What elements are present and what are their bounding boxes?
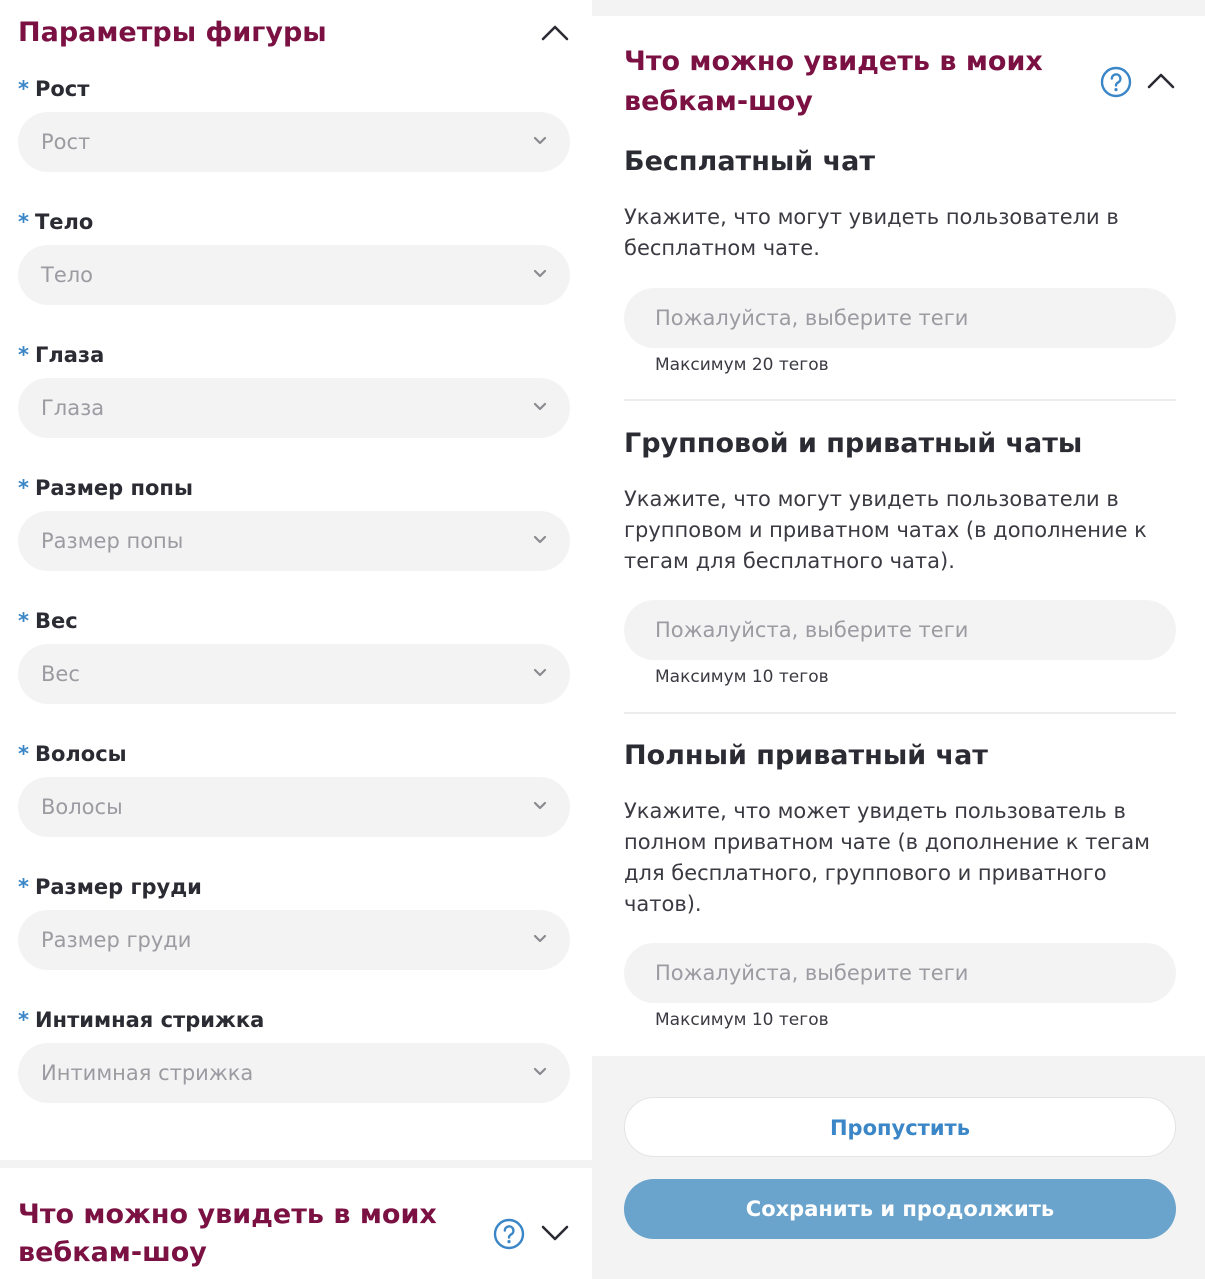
field-label: Вес: [34, 609, 78, 633]
weight-select[interactable]: [18, 644, 570, 704]
tags-placeholder: Пожалуйста, выберите теги: [655, 618, 969, 642]
select-placeholder: Вес: [41, 662, 80, 686]
chevron-up-icon[interactable]: [540, 18, 570, 48]
field-label: Интимная стрижка: [34, 1008, 265, 1032]
free-chat-section: [624, 144, 1179, 264]
section-title: Что можно увидеть в моих вебкам-шоу: [624, 46, 1043, 117]
chevron-down-icon: [532, 931, 548, 947]
subsection-description: Укажите, что могут увидеть пользователи в бесплатном чате.: [624, 205, 1119, 260]
free-chat-tags-input[interactable]: [624, 288, 1176, 348]
chevron-down-icon: [532, 798, 548, 814]
chevron-down-icon: [532, 532, 548, 548]
tags-limit-hint: Максимум 10 тегов: [655, 1010, 829, 1030]
chevron-down-icon: [532, 1064, 548, 1080]
webcam-show-header[interactable]: [624, 42, 1044, 122]
field-label: Размер груди: [34, 875, 202, 899]
tags-placeholder: Пожалуйста, выберите теги: [655, 961, 969, 985]
webcam-show-panel: [592, 0, 1205, 1279]
subsection-description: Укажите, что могут увидеть пользователи в групповом и приватном чатах (в дополнение к тегам для бесплатного чата).: [624, 487, 1147, 573]
select-placeholder: Тело: [41, 263, 94, 287]
field-label: Волосы: [34, 742, 127, 766]
pubic-hair-select[interactable]: [18, 1043, 570, 1103]
breast-size-select[interactable]: [18, 910, 570, 970]
chevron-up-icon[interactable]: [1146, 66, 1176, 96]
eyes-field: [18, 340, 570, 438]
select-placeholder: Размер попы: [41, 529, 184, 553]
body-field: [18, 207, 570, 305]
body-parameters-panel: [0, 0, 592, 1279]
save-and-continue-button[interactable]: Сохранить и продолжить: [624, 1179, 1176, 1239]
weight-field: [18, 606, 570, 704]
tags-placeholder: Пожалуйста, выберите теги: [655, 306, 969, 330]
section-title: Параметры фигуры: [18, 17, 327, 48]
body-select[interactable]: [18, 245, 570, 305]
breast-size-field: [18, 872, 570, 970]
eyes-select[interactable]: [18, 378, 570, 438]
select-placeholder: Интимная стрижка: [41, 1061, 254, 1085]
webcam-show-collapsed-header[interactable]: [18, 1196, 574, 1272]
subsection-title: Полный приватный чат: [624, 740, 988, 771]
chevron-down-icon: [532, 133, 548, 149]
height-field: [18, 74, 570, 172]
tags-limit-hint: Максимум 20 тегов: [655, 355, 829, 375]
chevron-down-icon: [532, 665, 548, 681]
height-select[interactable]: [18, 112, 570, 172]
help-icon[interactable]: [493, 1218, 525, 1250]
field-label: Тело: [34, 210, 94, 234]
required-mark: *: [18, 343, 29, 367]
required-mark: *: [18, 875, 29, 899]
full-private-chat-section: [624, 738, 1179, 920]
webcam-show-card: [592, 16, 1205, 1056]
required-mark: *: [18, 609, 29, 633]
section-title: Что можно увидеть в моих вебкам-шоу: [18, 1199, 437, 1268]
field-label: Размер попы: [34, 476, 193, 500]
body-parameters-header[interactable]: [18, 14, 574, 54]
butt-size-field: [18, 473, 570, 571]
butt-size-select[interactable]: [18, 511, 570, 571]
subsection-title: Групповой и приватный чаты: [624, 428, 1083, 459]
skip-button[interactable]: Пропустить: [624, 1097, 1176, 1157]
select-placeholder: Глаза: [41, 396, 105, 420]
field-label: Рост: [34, 77, 90, 101]
required-mark: *: [18, 742, 29, 766]
required-mark: *: [18, 210, 29, 234]
chevron-down-icon: [532, 266, 548, 282]
chevron-down-icon[interactable]: [540, 1218, 570, 1248]
hair-field: [18, 739, 570, 837]
required-mark: *: [18, 1008, 29, 1032]
select-placeholder: Рост: [41, 130, 91, 154]
group-private-chat-section: [624, 426, 1179, 577]
divider: [624, 712, 1176, 714]
select-placeholder: Волосы: [41, 795, 123, 819]
top-divider: [592, 0, 1205, 8]
pubic-hair-field: [18, 1005, 570, 1103]
full-private-tags-input[interactable]: [624, 943, 1176, 1003]
required-mark: *: [18, 476, 29, 500]
hair-select[interactable]: [18, 777, 570, 837]
section-divider: [0, 1160, 592, 1168]
subsection-title: Бесплатный чат: [624, 146, 875, 177]
help-icon[interactable]: [1100, 66, 1132, 98]
required-mark: *: [18, 77, 29, 101]
chevron-down-icon: [532, 399, 548, 415]
divider: [624, 399, 1176, 401]
tags-limit-hint: Максимум 10 тегов: [655, 667, 829, 687]
subsection-description: Укажите, что может увидеть пользователь в полном приватном чате (в дополнение к тегам для бесплатного, группового и приватного чатов).: [624, 799, 1150, 916]
group-private-tags-input[interactable]: [624, 600, 1176, 660]
field-label: Глаза: [34, 343, 105, 367]
select-placeholder: Размер груди: [41, 928, 192, 952]
